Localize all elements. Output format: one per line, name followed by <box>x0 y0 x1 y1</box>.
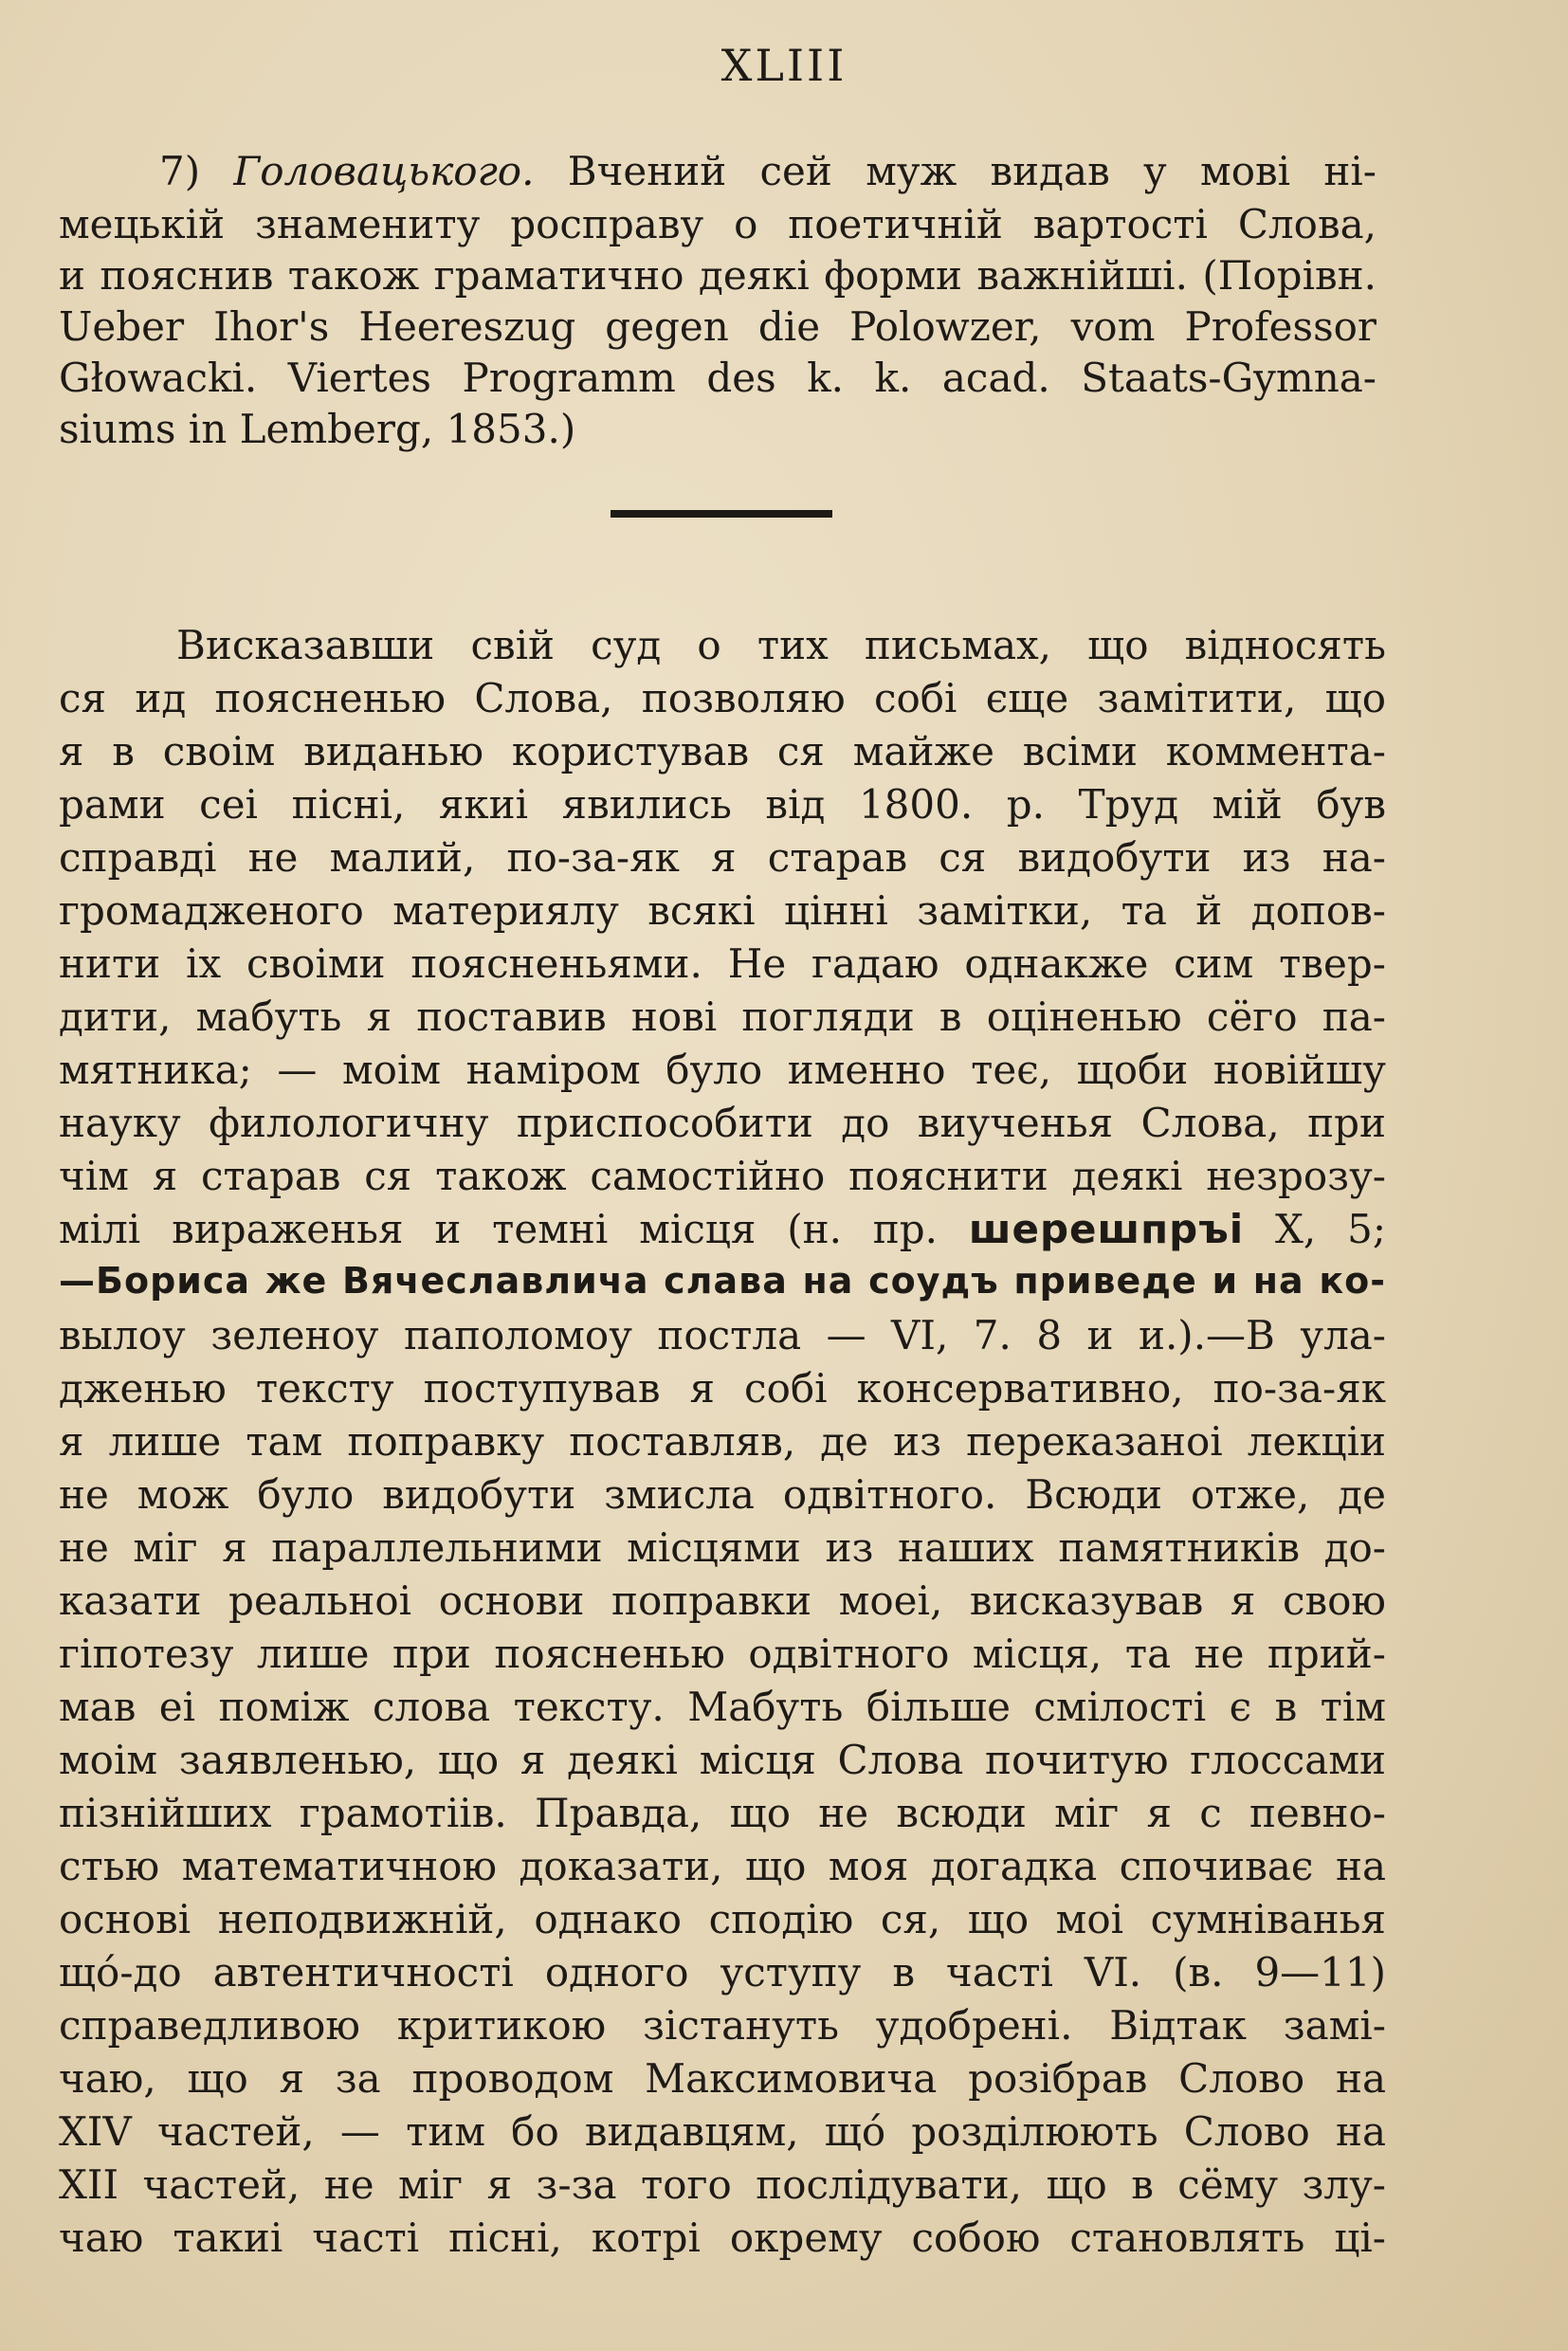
section-divider <box>611 510 832 518</box>
body-line: стью математичною доказати, що моя догадка спочиває на <box>59 1843 1386 1889</box>
body-line: чаю такиі часті пісні, котрі окрему собою становлять ці- <box>59 2214 1386 2261</box>
slavonic-quote-line: —Бориса же Вячеславлича слава на соудъ приведе и на ко- <box>59 1260 1386 1302</box>
footnote-line-text: Вчений сей муж видав у мові ні- <box>534 148 1377 194</box>
footnote-line <box>159 148 1377 199</box>
body-line: основі неподвижній, однако сподію ся, що моі сумніванья <box>59 1896 1386 1942</box>
body-line: пізнійших грамотіів. Правда, що не всюди міг я с певно- <box>59 1790 1386 1836</box>
body-line: XII частей, не міг я з-за того послідувати, що в сёму злу- <box>59 2161 1386 2208</box>
body-line: ся ид поясненью Слова, позволяю собі єще замітити, що <box>59 675 1386 721</box>
footnote-line: Głowacki. Viertes Programm des k. k. acad. Staats-Gymna- <box>59 355 1377 401</box>
body-line-text: X, 5; <box>1244 1206 1386 1252</box>
body-line: справедливою критикою зістануть удобрені. Відтак замі- <box>59 2002 1386 2049</box>
body-line: науку филологичну приспособити до виученья Слова, при <box>59 1100 1386 1146</box>
body-line: Висказавши свій суд о тих письмах, що відносять <box>176 622 1386 668</box>
body-line: мятника; — моім наміром було именно теє, щоби новійшу <box>59 1047 1386 1093</box>
page-number: XLIII <box>720 40 848 91</box>
body-line: щó-до автентичності одного уступу в часті VI. (в. 9—11) <box>59 1949 1386 1996</box>
body-line: дити, мабуть я поставив нові погляди в оціненью сёго па- <box>59 993 1386 1040</box>
body-line: чім я старав ся також самостійно пояснити деякі незрозу- <box>59 1153 1386 1199</box>
body-line: справді не малий, по-за-як я старав ся видобути из на- <box>59 834 1386 881</box>
body-line: не міг я параллельними місцями из наших памятників до- <box>59 1524 1386 1571</box>
body-line: XIV частей, — тим бо видавцям, щó розділюють Слово на <box>59 2108 1386 2155</box>
body-line: нити іх своіми поясненьями. Не гадаю однакже сим твер- <box>59 940 1386 987</box>
body-line: мав еі поміж слова тексту. Мабуть більше смілості є в тім <box>59 1684 1386 1730</box>
footnote-author: Головацького. <box>233 148 535 194</box>
footnote-line: siums in Lemberg, 1853.) <box>59 406 576 452</box>
body-line: моім заявленью, що я деякі місця Слова почитую глоссами <box>59 1737 1386 1783</box>
footnote-line: мецькій знамениту росправу о поетичній вартості Слова, <box>59 201 1377 247</box>
body-line: я лише там поправку поставляв, де из переказаноі лекціи <box>59 1418 1386 1465</box>
body-line: не мож було видобути змисла одвітного. Всюди отже, де <box>59 1471 1386 1518</box>
body-line-text: мілі вираженья и темні місця (н. пр. <box>59 1206 939 1252</box>
body-line: вылоу зеленоу паполомоу постла — VI, 7. 8 и и.).—В ула- <box>59 1312 1386 1358</box>
body-line <box>59 1206 1386 1257</box>
body-line: казати реальноі основи поправки моеі, висказував я свою <box>59 1577 1386 1624</box>
body-line: гіпотезу лише при поясненью одвітного місця, та не прий- <box>59 1631 1386 1677</box>
body-line: я в своім виданью користував ся майже всіми коммента- <box>59 728 1386 775</box>
body-line: чаю, що я за проводом Максимовича розібрав Слово на <box>59 2055 1386 2102</box>
body-line: дженью тексту поступував я собі консервативно, по-за-як <box>59 1365 1386 1412</box>
slavonic-quote: шерешпръі <box>968 1206 1245 1252</box>
body-line: рами сеі пісні, якиі явились від 1800. р. Труд мій був <box>59 781 1386 828</box>
footnote-marker: 7) <box>159 148 201 194</box>
footnote-line: Ueber Ihor's Heereszug gegen die Polowzer, vom Professor <box>59 303 1377 350</box>
body-line: громадженого материялу всякі цінні замітки, та й допов- <box>59 887 1386 934</box>
footnote-line: и пояснив також граматично деякі форми важнійші. (Порівн. <box>59 252 1377 299</box>
